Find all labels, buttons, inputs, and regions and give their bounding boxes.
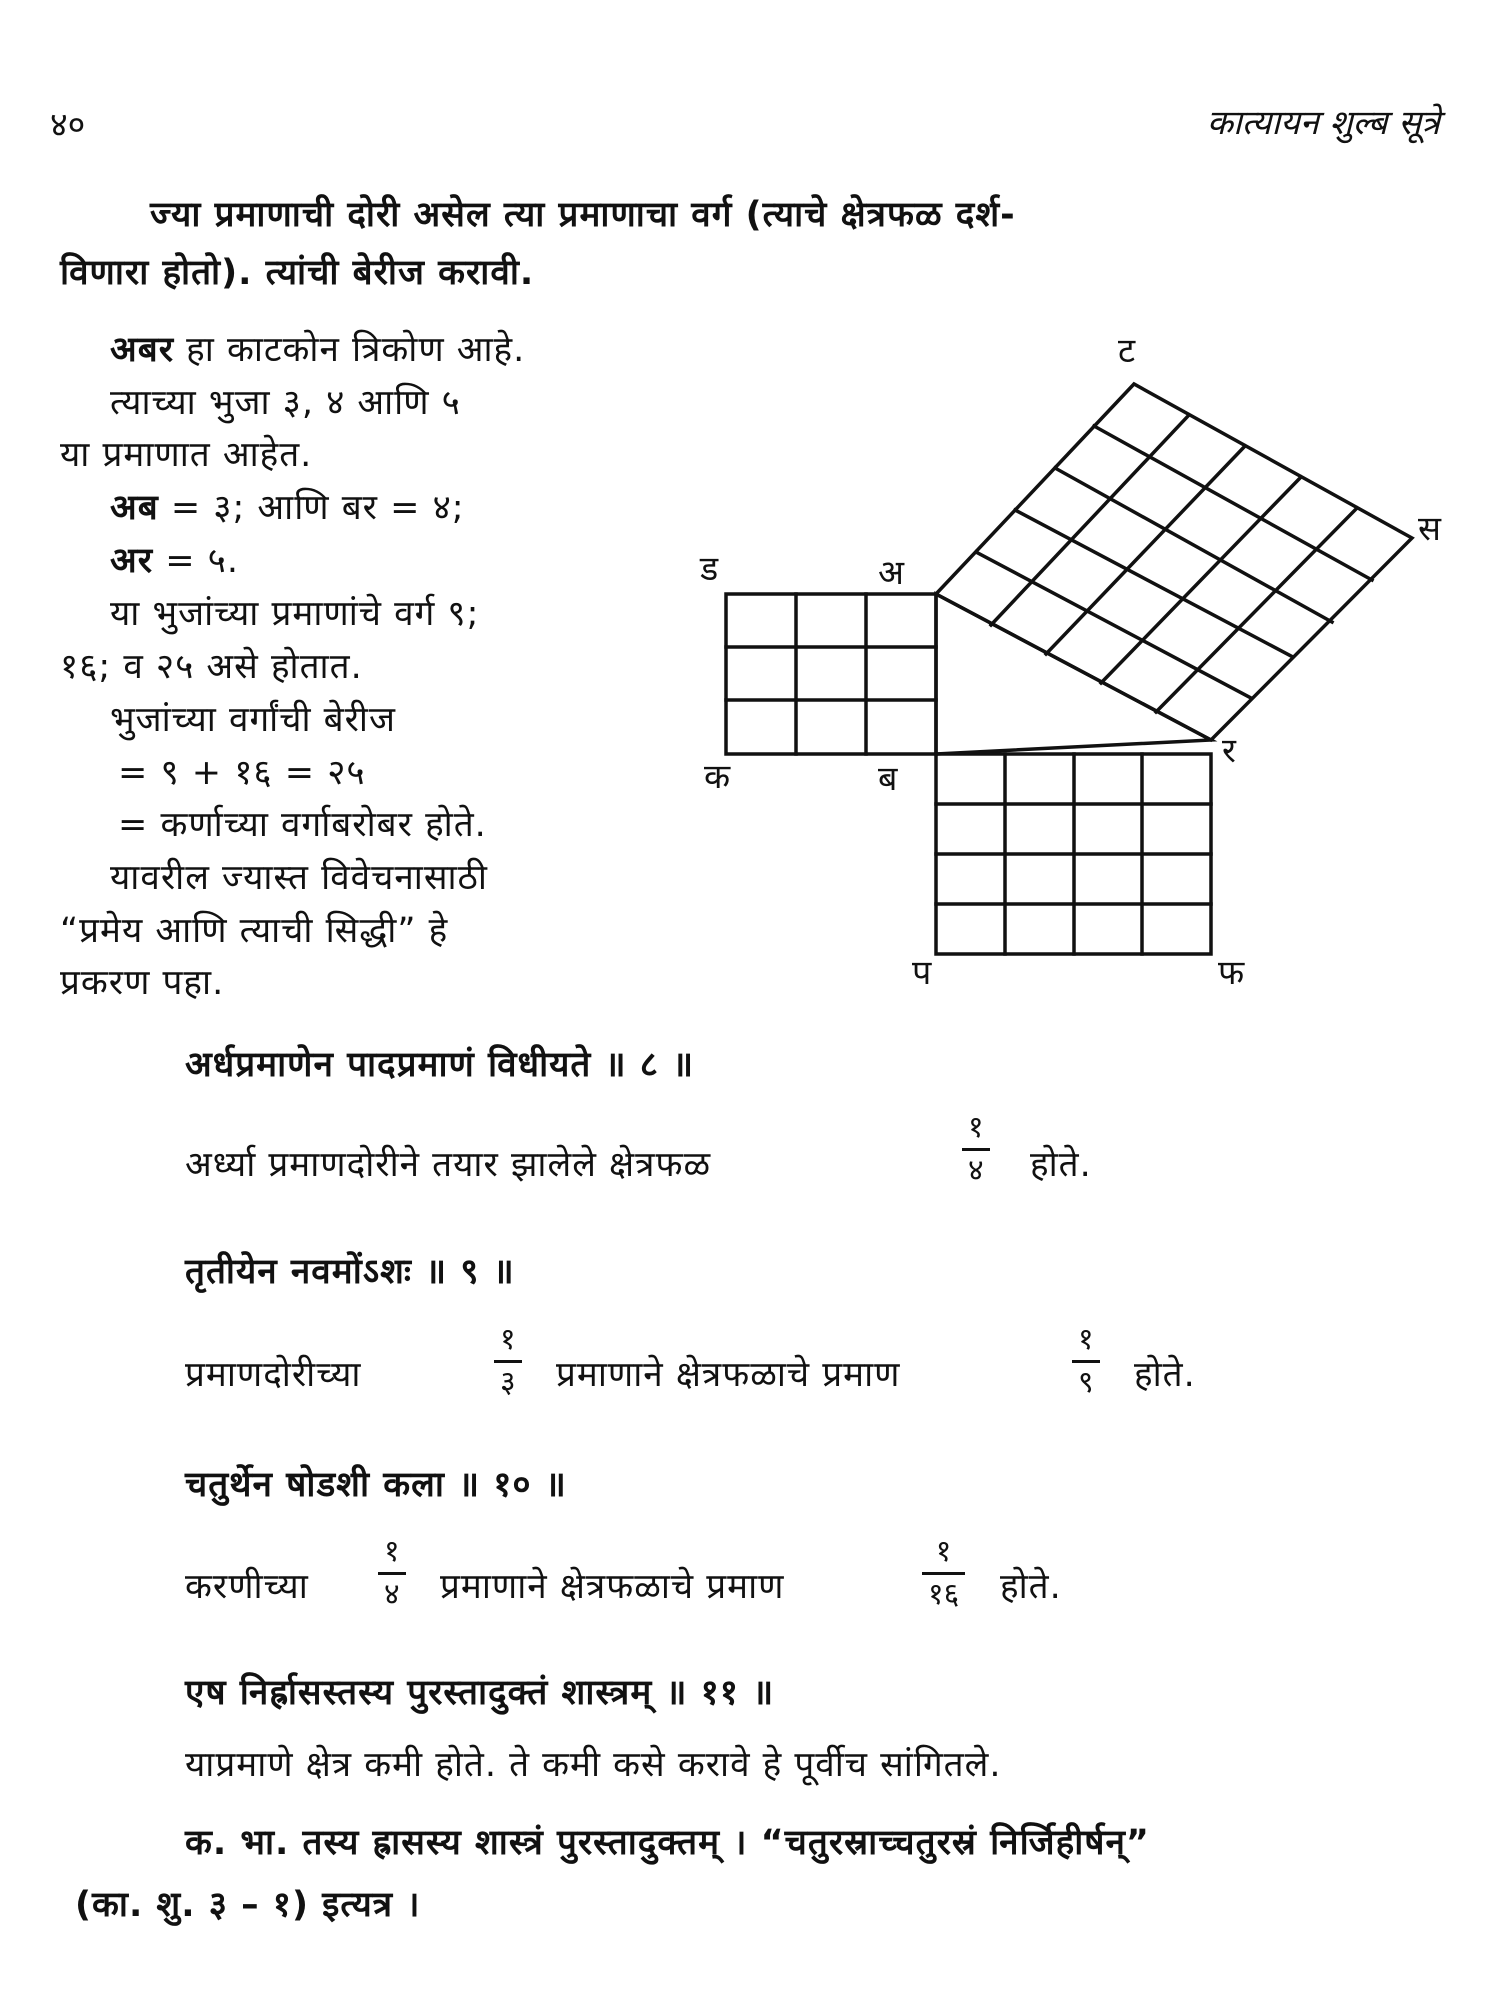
explanation-line [110, 536, 239, 583]
explanation-text: हा काटकोन त्रिकोण आहे. [174, 330, 526, 370]
square-side-3 [726, 594, 936, 754]
sutra-9-meaning-mid: प्रमाणाने क्षेत्रफळाचे प्रमाण [556, 1355, 901, 1395]
intro-line-2: विणारा होतो). त्यांची बेरीज करावी. [60, 253, 535, 293]
label-t: ट [1118, 331, 1136, 371]
explanation-line: या प्रमाणात आहेत. [60, 435, 313, 475]
sutra-8-verse: अर्धप्रमाणेन पादप्रमाणं विधीयते ॥ ८ ॥ [185, 1045, 695, 1085]
fraction-denominator: ९ [1078, 1364, 1094, 1400]
page-number: ४० [50, 105, 86, 145]
explanation-line: यावरील ज्यास्त विवेचनासाठी [110, 858, 488, 898]
explanation-line: त्याच्या भुजा ३, ४ आणि ५ [110, 383, 461, 423]
sutra-10-meaning: करणीच्या [185, 1567, 309, 1607]
label-p: प [912, 953, 932, 993]
side-label: अर [110, 541, 154, 581]
explanation-text: = ३; आणि बर = ४; [158, 488, 465, 528]
square-side-4 [936, 754, 1211, 954]
fraction-numerator: १ [935, 1534, 952, 1569]
sutra-8-meaning-end: होते. [1030, 1145, 1092, 1185]
label-s: स [1418, 509, 1441, 549]
sutra-9-meaning-end: होते. [1134, 1355, 1196, 1395]
fraction-numerator: १ [1078, 1322, 1094, 1357]
sutra-10-verse: चतुर्थेन षोडशी कला ॥ १० ॥ [185, 1465, 567, 1505]
commentary-line-1: क. भा. तस्य ह्रासस्य शास्त्रं पुरस्तादुक्तम् । “चतुरस्राच्चतुरस्रं निर्जिहीर्षन्” [185, 1823, 1150, 1863]
explanation-line: भुजांच्या वर्गांची बेरीज [110, 700, 396, 740]
sutra-8-meaning: अर्ध्या प्रमाणदोरीने तयार झालेले क्षेत्रफळ [185, 1145, 712, 1185]
fraction-numerator: १ [968, 1110, 984, 1145]
explanation-line: १६; व २५ असे होतात. [60, 647, 363, 687]
sutra-9-meaning: प्रमाणदोरीच्या [185, 1355, 362, 1395]
label-d: ड [700, 549, 719, 589]
right-triangle [936, 594, 1211, 754]
sutra-11-meaning: याप्रमाणे क्षेत्र कमी होते. ते कमी कसे करावे हे पूर्वीच सांगितले. [185, 1745, 1002, 1785]
sutra-10-meaning-end: होते. [1000, 1567, 1062, 1607]
explanation-line: = कर्णाच्या वर्गाबरोबर होते. [118, 805, 487, 845]
explanation-line: “प्रमेय आणि त्याची सिद्धी” हे [60, 911, 449, 951]
commentary-line-2: (का. शु. ३ – १) इत्यत्र । [75, 1885, 421, 1925]
fraction-one-fourth [378, 1536, 406, 1610]
label-a: अ [878, 553, 904, 593]
sutra-10-meaning-mid: प्रमाणाने क्षेत्रफळाचे प्रमाण [440, 1567, 785, 1607]
fraction-denominator: ४ [384, 1576, 400, 1612]
fraction-numerator: १ [384, 1534, 400, 1569]
label-k: क [704, 757, 731, 797]
square-hypotenuse-5 [936, 384, 1412, 740]
label-r: र [1222, 731, 1236, 771]
explanation-line [110, 483, 465, 530]
fraction-one-sixteenth [922, 1536, 965, 1610]
running-title: कात्यायन शुल्ब सूत्रे [1206, 103, 1440, 143]
fraction-numerator: १ [500, 1322, 516, 1357]
fraction-one-third [494, 1324, 522, 1398]
sutra-11-verse: एष निर्ह्रासस्तस्य पुरस्तादुक्तं शास्त्रम् ॥ ११ ॥ [185, 1673, 775, 1713]
pythagoras-diagram [680, 330, 1480, 1010]
label-b: ब [878, 759, 898, 799]
explanation-text: = ५. [153, 541, 239, 581]
fraction-bar [378, 1572, 406, 1575]
label-ph: फ [1218, 953, 1245, 993]
explanation-line [110, 325, 525, 372]
fraction-bar [962, 1148, 990, 1151]
fraction-bar [922, 1572, 965, 1575]
fraction-denominator: ४ [968, 1152, 984, 1188]
fraction-denominator: ३ [500, 1364, 516, 1400]
explanation-line: या भुजांच्या प्रमाणांचे वर्ग ९; [110, 594, 480, 634]
triangle-label: अबर [110, 330, 175, 370]
explanation-line: = ९ + १६ = २५ [118, 753, 366, 793]
fraction-denominator: १६ [928, 1576, 960, 1612]
fraction-one-ninth [1072, 1324, 1100, 1398]
sutra-9-verse: तृतीयेन नवमोंऽशः ॥ ९ ॥ [185, 1252, 515, 1292]
fraction-one-fourth [962, 1112, 990, 1186]
intro-line-1: ज्या प्रमाणाची दोरी असेल त्या प्रमाणाचा वर्ग (त्याचे क्षेत्रफळ दर्श- [150, 195, 1016, 235]
explanation-line: प्रकरण पहा. [60, 963, 225, 1003]
side-label: अब [110, 488, 159, 528]
fraction-bar [494, 1360, 522, 1363]
fraction-bar [1072, 1360, 1100, 1363]
